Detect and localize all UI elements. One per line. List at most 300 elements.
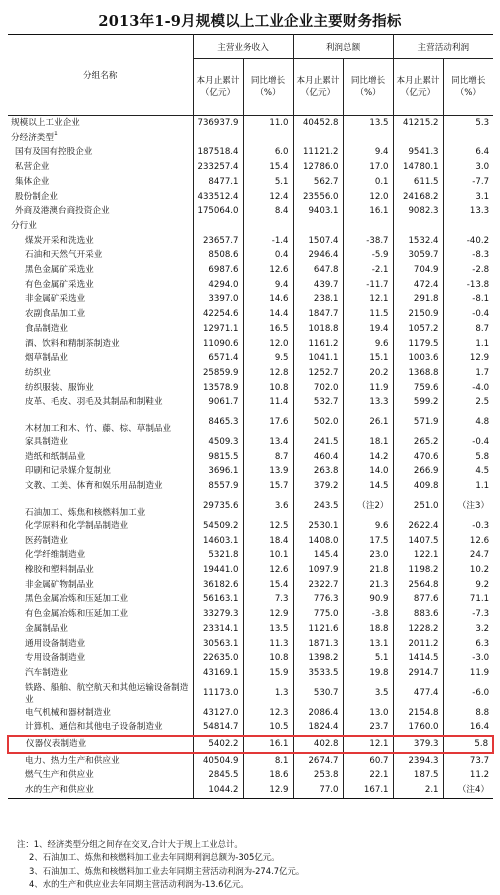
- row-label: 造纸和纸制品业: [25, 451, 86, 462]
- row-label: 黑色金属冶炼和压延加工业: [25, 594, 129, 605]
- cell-value: 1252.7: [293, 366, 343, 381]
- cell-value: 1760.0: [393, 720, 443, 736]
- table-row: [8, 494, 493, 519]
- cell-value: 8465.3: [193, 410, 243, 435]
- cell-value: 647.8: [293, 263, 343, 278]
- cell-value: 4.8: [443, 410, 493, 435]
- column-group-main-revenue: 主营业务收入: [193, 35, 293, 59]
- cell-value: 10.8: [243, 651, 293, 666]
- cell-value: 8.1: [243, 753, 293, 769]
- cell-value: 11.9: [343, 381, 393, 396]
- cell-value: -5.9: [343, 248, 393, 263]
- cell-value: 17.6: [243, 410, 293, 435]
- footnote-marker: 1: [53, 130, 58, 137]
- cell-value: 11.3: [243, 637, 293, 652]
- cell-value: 9.4: [343, 145, 393, 160]
- row-label: 农副食品加工业: [25, 309, 86, 320]
- cell-value: 599.2: [393, 395, 443, 410]
- row-label: 燃气生产和供应业: [25, 770, 94, 781]
- cell-value: 12.0: [343, 190, 393, 205]
- cell-value: 40452.8: [293, 116, 343, 131]
- cell-value: 5.8: [443, 450, 493, 465]
- cell-value: 460.4: [293, 450, 343, 465]
- cell-value: 562.7: [293, 175, 343, 190]
- cell-value: 7.3: [243, 592, 293, 607]
- cell-value: 1179.5: [393, 337, 443, 352]
- row-label: 水的生产和供应业: [8, 783, 193, 798]
- cell-value: 13.9: [243, 464, 293, 479]
- cell-value: 21.8: [343, 563, 393, 578]
- cell-value: 3533.5: [293, 666, 343, 681]
- cell-value: -8.1: [443, 292, 493, 307]
- row-label: 国有及国有控股企业: [15, 147, 93, 158]
- cell-value: 433512.4: [193, 190, 243, 205]
- cell-value: 11.4: [243, 395, 293, 410]
- row-label: 外商及港澳台商投资企业: [15, 206, 110, 217]
- cell-value: 1.1: [443, 479, 493, 494]
- table-row: [8, 145, 493, 160]
- footnote: 注：1、经济类型分组之间存在交叉,合计大于规上工业总计。: [17, 839, 243, 849]
- cell-value: 263.8: [293, 464, 343, 479]
- cell-value: 9815.5: [193, 450, 243, 465]
- cell-value: 20.2: [343, 366, 393, 381]
- cell-value: 0.1: [343, 175, 393, 190]
- cell-value: 13.3: [443, 204, 493, 219]
- table-row: [8, 753, 493, 769]
- row-label: 文教、工美、体育和娱乐用品制造业: [25, 481, 163, 492]
- row-label: 黑色金属矿采选业: [25, 265, 94, 276]
- cell-value: 13.5: [243, 622, 293, 637]
- cell-value: 8.4: [243, 204, 293, 219]
- cell-value: 1044.2: [193, 783, 243, 798]
- row-label: 酒、饮料和精制茶制造业: [25, 338, 120, 349]
- cell-value: 1018.8: [293, 322, 343, 337]
- cell-value: 6.4: [443, 145, 493, 160]
- cell-value: 776.3: [293, 592, 343, 607]
- cell-value: -11.7: [343, 278, 393, 293]
- cell-value: 41215.2: [393, 116, 443, 131]
- cell-value: 54509.2: [193, 519, 243, 534]
- cell-value: 8477.1: [193, 175, 243, 190]
- row-label: 医药制造业: [25, 535, 68, 546]
- row-label: 规模以上工业企业: [11, 118, 80, 128]
- cell-value: 1.7: [443, 366, 493, 381]
- cell-value: 775.0: [293, 607, 343, 622]
- cell-value: 12.6: [243, 563, 293, 578]
- cell-value: 54814.7: [193, 720, 243, 736]
- column-group-total-profit: 利润总额: [293, 35, 393, 59]
- cell-value: （注2）: [343, 494, 393, 519]
- footnote: 2、石油加工、炼焦和核燃料加工业去年同期利润总额为-305亿元。: [29, 852, 280, 863]
- cell-value: [343, 219, 393, 234]
- cell-value: 12.5: [243, 519, 293, 534]
- cell-value: 23.7: [343, 720, 393, 736]
- footnote: 4、水的生产和供应业去年同期主营活动利润为-13.6亿元。: [29, 879, 249, 890]
- table-row: [8, 366, 493, 381]
- cell-value: 14.4: [243, 307, 293, 322]
- cell-value: -3.0: [443, 651, 493, 666]
- cell-value: -13.8: [443, 278, 493, 293]
- financial-indicators-table: [7, 34, 494, 799]
- cell-value: 2564.8: [393, 578, 443, 593]
- row-label: 分行业: [11, 220, 37, 231]
- cell-value: -6.0: [443, 681, 493, 706]
- cell-value: 5.8: [443, 736, 493, 753]
- cell-value: 187518.4: [193, 145, 243, 160]
- table-row: [8, 190, 493, 205]
- row-label: 分经济类型$^1$: [11, 130, 58, 143]
- row-label: 汽车制造业: [25, 667, 68, 678]
- cell-value: 43127.0: [193, 706, 243, 721]
- table-row: [8, 219, 493, 234]
- table-row: [8, 248, 493, 263]
- row-label: 烟草制品业: [25, 353, 68, 364]
- cell-value: 1041.1: [293, 351, 343, 366]
- cell-value: -8.3: [443, 248, 493, 263]
- cell-value: 2150.9: [393, 307, 443, 322]
- cell-value: 18.1: [343, 435, 393, 450]
- cell-value: 15.1: [343, 351, 393, 366]
- table-row: [8, 292, 493, 307]
- cell-value: 2.1: [393, 783, 443, 798]
- cell-value: 23556.0: [293, 190, 343, 205]
- row-label: 化学原料和化学制品制造业: [25, 520, 129, 531]
- cell-value: 10.1: [243, 548, 293, 563]
- cell-value: 12.9: [443, 351, 493, 366]
- cell-value: 571.9: [393, 410, 443, 435]
- cell-value: 23657.7: [193, 234, 243, 249]
- cell-value: 532.7: [293, 395, 343, 410]
- cell-value: -0.4: [443, 435, 493, 450]
- cell-value: 9541.3: [393, 145, 443, 160]
- table-row: [8, 131, 493, 146]
- cell-value: -3.8: [343, 607, 393, 622]
- cell-value: [243, 131, 293, 146]
- cell-value: -1.4: [243, 234, 293, 249]
- row-label: 印刷和记录媒介复制业: [25, 466, 111, 477]
- cell-value: 1198.2: [393, 563, 443, 578]
- cell-value: 470.6: [393, 450, 443, 465]
- table-row: [8, 607, 493, 622]
- cell-value: 30563.1: [193, 637, 243, 652]
- cell-value: 702.0: [293, 381, 343, 396]
- cell-value: 6987.6: [193, 263, 243, 278]
- table-row: [8, 204, 493, 219]
- cell-value: 36182.6: [193, 578, 243, 593]
- cell-value: 73.7: [443, 753, 493, 769]
- cell-value: 11.0: [243, 116, 293, 131]
- row-label: 集体企业: [15, 176, 50, 187]
- cell-value: 29735.6: [193, 494, 243, 519]
- cell-value: -2.8: [443, 263, 493, 278]
- cell-value: 3059.7: [393, 248, 443, 263]
- cell-value: 9.2: [443, 578, 493, 593]
- cell-value: 1228.2: [393, 622, 443, 637]
- cell-value: 11.9: [443, 666, 493, 681]
- cell-value: 12.0: [243, 337, 293, 352]
- cell-value: 11.2: [443, 768, 493, 783]
- cell-value: 25859.9: [193, 366, 243, 381]
- cell-value: 704.9: [393, 263, 443, 278]
- cell-value: 24168.2: [393, 190, 443, 205]
- cell-value: 122.1: [393, 548, 443, 563]
- cell-value: 19441.0: [193, 563, 243, 578]
- cell-value: （注4）: [443, 783, 493, 798]
- cell-value: 90.9: [343, 592, 393, 607]
- cell-value: 19.4: [343, 322, 393, 337]
- cell-value: 5402.2: [193, 736, 243, 753]
- table-row: [8, 519, 493, 534]
- cell-value: 9061.7: [193, 395, 243, 410]
- row-label: 家具制造业: [25, 437, 68, 448]
- cell-value: 14.5: [343, 479, 393, 494]
- row-label: 私营企业: [15, 162, 50, 173]
- cell-value: 15.7: [243, 479, 293, 494]
- cell-value: 18.8: [343, 622, 393, 637]
- cell-value: [343, 131, 393, 146]
- cell-value: 175064.0: [193, 204, 243, 219]
- cell-value: 2011.2: [393, 637, 443, 652]
- cell-value: 3.5: [343, 681, 393, 706]
- table-row: [8, 435, 493, 450]
- cell-value: 145.4: [293, 548, 343, 563]
- cell-value: [193, 131, 243, 146]
- cell-value: 1871.3: [293, 637, 343, 652]
- cell-value: 12.1: [343, 736, 393, 753]
- cell-value: -40.2: [443, 234, 493, 249]
- cell-value: 9403.1: [293, 204, 343, 219]
- cell-value: 13.0: [343, 706, 393, 721]
- cell-value: 5321.8: [193, 548, 243, 563]
- subheader-cumulative: 本月止累计（亿元）: [393, 59, 443, 116]
- cell-value: 12.6: [243, 263, 293, 278]
- cell-value: 13578.9: [193, 381, 243, 396]
- table-row: [8, 592, 493, 607]
- cell-value: 502.0: [293, 410, 343, 435]
- table-row: [8, 307, 493, 322]
- cell-value: 241.5: [293, 435, 343, 450]
- cell-value: [443, 219, 493, 234]
- cell-value: 42254.6: [193, 307, 243, 322]
- table-row: [8, 706, 493, 721]
- cell-value: 15.4: [243, 160, 293, 175]
- cell-value: 3.0: [443, 160, 493, 175]
- cell-value: 10.5: [243, 720, 293, 736]
- subheader-yoy: 同比增长（%）: [243, 59, 293, 116]
- row-label: 纺织业: [25, 367, 51, 378]
- cell-value: 6571.4: [193, 351, 243, 366]
- cell-value: [293, 219, 343, 234]
- row-label: 电力、热力生产和供应业: [25, 755, 120, 766]
- table-row: [8, 622, 493, 637]
- row-label: 通用设备制造业: [25, 638, 86, 649]
- cell-value: 1368.8: [393, 366, 443, 381]
- cell-value: 439.7: [293, 278, 343, 293]
- column-header-group-name: 分组名称: [8, 35, 193, 116]
- cell-value: 14.6: [243, 292, 293, 307]
- cell-value: -7.7: [443, 175, 493, 190]
- cell-value: 1847.7: [293, 307, 343, 322]
- row-label: 仪器仪表制造业: [8, 736, 193, 753]
- table-row: [8, 322, 493, 337]
- table-row: [8, 278, 493, 293]
- table-row: [8, 720, 493, 736]
- cell-value: 16.1: [343, 204, 393, 219]
- cell-value: -2.1: [343, 263, 393, 278]
- cell-value: 15.9: [243, 666, 293, 681]
- cell-value: 3.2: [443, 622, 493, 637]
- cell-value: 1532.4: [393, 234, 443, 249]
- cell-value: 3397.0: [193, 292, 243, 307]
- cell-value: 13.3: [343, 395, 393, 410]
- cell-value: 11090.6: [193, 337, 243, 352]
- cell-value: 6.0: [243, 145, 293, 160]
- cell-value: 22635.0: [193, 651, 243, 666]
- cell-value: -38.7: [343, 234, 393, 249]
- cell-value: 23314.1: [193, 622, 243, 637]
- cell-value: 18.4: [243, 534, 293, 549]
- column-group-operating-profit: 主营活动利润: [393, 35, 493, 59]
- subheader-cumulative: 本月止累计（亿元）: [193, 59, 243, 116]
- cell-value: 1398.2: [293, 651, 343, 666]
- cell-value: 243.5: [293, 494, 343, 519]
- cell-value: 2086.4: [293, 706, 343, 721]
- cell-value: 266.9: [393, 464, 443, 479]
- table-row: [8, 464, 493, 479]
- subheader-yoy: 同比增长（%）: [443, 59, 493, 116]
- cell-value: 12.9: [243, 607, 293, 622]
- cell-value: 11173.0: [193, 681, 243, 706]
- cell-value: 379.2: [293, 479, 343, 494]
- cell-value: 13.5: [343, 116, 393, 131]
- cell-value: 18.6: [243, 768, 293, 783]
- table-row: [8, 450, 493, 465]
- cell-value: 12.1: [343, 292, 393, 307]
- cell-value: -7.3: [443, 607, 493, 622]
- cell-value: 15.4: [243, 578, 293, 593]
- table-row: [8, 637, 493, 652]
- cell-value: 1824.4: [293, 720, 343, 736]
- cell-value: -4.0: [443, 381, 493, 396]
- cell-value: 22.1: [343, 768, 393, 783]
- cell-value: 40504.9: [193, 753, 243, 769]
- cell-value: 9.6: [343, 519, 393, 534]
- cell-value: [293, 131, 343, 146]
- cell-value: 12.9: [243, 783, 293, 798]
- cell-value: 23.0: [343, 548, 393, 563]
- cell-value: 1121.6: [293, 622, 343, 637]
- table-row: [8, 534, 493, 549]
- cell-value: 14780.1: [393, 160, 443, 175]
- row-label: 石油加工、炼焦和核燃料加工业: [25, 507, 146, 518]
- cell-value: 4509.3: [193, 435, 243, 450]
- cell-value: 253.8: [293, 768, 343, 783]
- cell-value: 16.5: [243, 322, 293, 337]
- cell-value: 43169.1: [193, 666, 243, 681]
- cell-value: 251.0: [393, 494, 443, 519]
- cell-value: 9082.3: [393, 204, 443, 219]
- table-row: [8, 768, 493, 783]
- subheader-yoy: 同比增长（%）: [343, 59, 393, 116]
- cell-value: -0.4: [443, 307, 493, 322]
- cell-value: 1507.4: [293, 234, 343, 249]
- cell-value: 12.6: [443, 534, 493, 549]
- row-label: 计算机、通信和其他电子设备制造业: [25, 722, 163, 733]
- cell-value: （注3）: [443, 494, 493, 519]
- cell-value: 60.7: [343, 753, 393, 769]
- cell-value: 13.4: [243, 435, 293, 450]
- cell-value: 1057.2: [393, 322, 443, 337]
- cell-value: 19.8: [343, 666, 393, 681]
- cell-value: 9.5: [243, 351, 293, 366]
- cell-value: 472.4: [393, 278, 443, 293]
- cell-value: 409.8: [393, 479, 443, 494]
- table-row: [8, 578, 493, 593]
- footnotes: [17, 838, 497, 892]
- footnote: 3、石油加工、炼焦和核燃料加工业去年同期主营活动利润为-274.7亿元。: [29, 865, 305, 876]
- cell-value: 13.1: [343, 637, 393, 652]
- table-row: [8, 263, 493, 278]
- cell-value: 1414.5: [393, 651, 443, 666]
- row-label: 金属制品业: [25, 623, 68, 634]
- cell-value: 24.7: [443, 548, 493, 563]
- cell-value: 5.1: [243, 175, 293, 190]
- cell-value: 736937.9: [193, 116, 243, 131]
- cell-value: 11.5: [343, 307, 393, 322]
- cell-value: 12971.1: [193, 322, 243, 337]
- cell-value: 14.2: [343, 450, 393, 465]
- cell-value: 8557.9: [193, 479, 243, 494]
- cell-value: [193, 219, 243, 234]
- cell-value: 14.0: [343, 464, 393, 479]
- cell-value: 11121.2: [293, 145, 343, 160]
- cell-value: 26.1: [343, 410, 393, 435]
- cell-value: 4.5: [443, 464, 493, 479]
- cell-value: 611.5: [393, 175, 443, 190]
- cell-value: 1.1: [443, 337, 493, 352]
- table-row: [8, 410, 493, 435]
- cell-value: 21.3: [343, 578, 393, 593]
- cell-value: 17.0: [343, 160, 393, 175]
- cell-value: 2845.5: [193, 768, 243, 783]
- table-row: [8, 681, 493, 706]
- cell-value: [443, 131, 493, 146]
- cell-value: 3.1: [443, 190, 493, 205]
- subheader-cumulative: 本月止累计（亿元）: [293, 59, 343, 116]
- cell-value: 16.4: [443, 720, 493, 736]
- table-row: [8, 548, 493, 563]
- cell-value: 8.7: [443, 322, 493, 337]
- cell-value: [393, 131, 443, 146]
- cell-value: 477.4: [393, 681, 443, 706]
- row-label: 专用设备制造业: [25, 653, 86, 664]
- table-row: [8, 395, 493, 410]
- row-label: 食品制造业: [25, 323, 68, 334]
- cell-value: 16.1: [243, 736, 293, 753]
- cell-value: [393, 219, 443, 234]
- row-label: 有色金属矿采选业: [25, 279, 94, 290]
- cell-value: 379.3: [393, 736, 443, 753]
- row-label: 非金属矿物制品业: [25, 579, 94, 590]
- cell-value: 12.3: [243, 706, 293, 721]
- cell-value: 5.1: [343, 651, 393, 666]
- cell-value: 265.2: [393, 435, 443, 450]
- row-label: 铁路、船舶、航空航天和其他运输设备制造业: [25, 682, 189, 705]
- table-row: [8, 666, 493, 681]
- cell-value: 2622.4: [393, 519, 443, 534]
- cell-value: 2154.8: [393, 706, 443, 721]
- table-row: [8, 351, 493, 366]
